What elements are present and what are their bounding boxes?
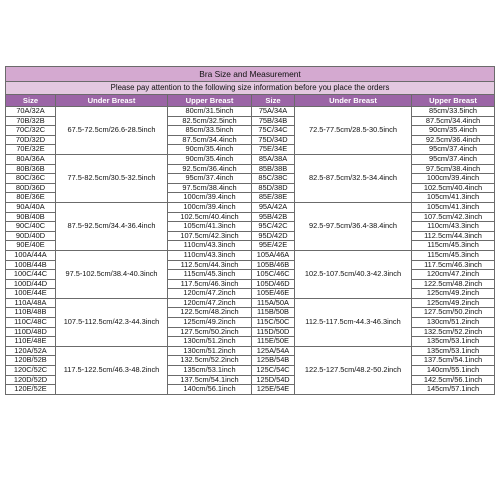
upper-breast-right: 137.5cm/54.1inch bbox=[412, 356, 495, 366]
table-row bbox=[6, 346, 495, 356]
size-right: 95C/42C bbox=[252, 222, 295, 232]
size-right: 115E/50E bbox=[252, 337, 295, 347]
size-right: 125B/54B bbox=[252, 356, 295, 366]
upper-breast-right: 120cm/47.2inch bbox=[412, 270, 495, 280]
upper-breast-left: 107.5cm/42.3inch bbox=[168, 231, 252, 241]
table-row bbox=[6, 250, 495, 260]
size-left: 70C/32C bbox=[6, 126, 56, 136]
under-breast-right: 92.5-97.5cm/36.4-38.4inch bbox=[295, 202, 412, 250]
upper-breast-left: 100cm/39.4inch bbox=[168, 193, 252, 203]
size-right: 105A/46A bbox=[252, 250, 295, 260]
under-breast-left: 87.5-92.5cm/34.4-36.4inch bbox=[56, 202, 168, 250]
upper-breast-left: 80cm/31.5inch bbox=[168, 107, 252, 117]
size-left: 110D/48D bbox=[6, 327, 56, 337]
upper-breast-right: 130cm/51.2inch bbox=[412, 318, 495, 328]
upper-breast-left: 127.5cm/50.2inch bbox=[168, 327, 252, 337]
upper-breast-left: 105cm/41.3inch bbox=[168, 222, 252, 232]
upper-breast-left: 100cm/39.4inch bbox=[168, 202, 252, 212]
size-left: 80C/36C bbox=[6, 174, 56, 184]
size-right: 115D/50D bbox=[252, 327, 295, 337]
upper-breast-left: 135cm/53.1inch bbox=[168, 366, 252, 376]
size-right: 125E/54E bbox=[252, 385, 295, 395]
upper-breast-left: 97.5cm/38.4inch bbox=[168, 183, 252, 193]
upper-breast-right: 97.5cm/38.4inch bbox=[412, 164, 495, 174]
upper-breast-right: 107.5cm/42.3inch bbox=[412, 212, 495, 222]
header-under-breast-left: Under Breast bbox=[56, 95, 168, 107]
upper-breast-left: 130cm/51.2inch bbox=[168, 337, 252, 347]
bra-size-table bbox=[5, 66, 495, 395]
size-right: 95D/42D bbox=[252, 231, 295, 241]
upper-breast-right: 142.5cm/56.1inch bbox=[412, 375, 495, 385]
upper-breast-left: 137.5cm/54.1inch bbox=[168, 375, 252, 385]
upper-breast-right: 140cm/55.1inch bbox=[412, 366, 495, 376]
upper-breast-left: 110cm/43.3inch bbox=[168, 250, 252, 260]
size-left: 80E/36E bbox=[6, 193, 56, 203]
upper-breast-right: 87.5cm/34.4inch bbox=[412, 116, 495, 126]
size-left: 90D/40D bbox=[6, 231, 56, 241]
size-left: 80B/36B bbox=[6, 164, 56, 174]
upper-breast-left: 90cm/35.4inch bbox=[168, 145, 252, 155]
size-right: 125C/54C bbox=[252, 366, 295, 376]
size-right: 95E/42E bbox=[252, 241, 295, 251]
size-right: 105C/46C bbox=[252, 270, 295, 280]
upper-breast-left: 125cm/49.2inch bbox=[168, 318, 252, 328]
upper-breast-right: 115cm/45.3inch bbox=[412, 241, 495, 251]
upper-breast-left: 110cm/43.3inch bbox=[168, 241, 252, 251]
upper-breast-left: 115cm/45.3inch bbox=[168, 270, 252, 280]
upper-breast-right: 95cm/37.4inch bbox=[412, 145, 495, 155]
size-left: 100D/44D bbox=[6, 279, 56, 289]
header-upper-breast-left: Upper Breast bbox=[168, 95, 252, 107]
table-title: Bra Size and Measurement bbox=[6, 67, 495, 82]
upper-breast-right: 110cm/43.3inch bbox=[412, 222, 495, 232]
size-right: 75A/34A bbox=[252, 107, 295, 117]
header-size-left: Size bbox=[6, 95, 56, 107]
upper-breast-right: 95cm/37.4inch bbox=[412, 154, 495, 164]
upper-breast-right: 135cm/53.1inch bbox=[412, 337, 495, 347]
size-left: 120D/52D bbox=[6, 375, 56, 385]
size-left: 80D/36D bbox=[6, 183, 56, 193]
header-under-breast-right: Under Breast bbox=[295, 95, 412, 107]
upper-breast-left: 132.5cm/52.2inch bbox=[168, 356, 252, 366]
under-breast-left: 77.5-82.5cm/30.5-32.5inch bbox=[56, 154, 168, 202]
table-row bbox=[6, 298, 495, 308]
upper-breast-right: 125cm/49.2inch bbox=[412, 298, 495, 308]
upper-breast-right: 115cm/45.3inch bbox=[412, 250, 495, 260]
size-left: 70B/32B bbox=[6, 116, 56, 126]
size-right: 75B/34B bbox=[252, 116, 295, 126]
size-right: 75E/34E bbox=[252, 145, 295, 155]
under-breast-right: 72.5-77.5cm/28.5-30.5inch bbox=[295, 107, 412, 155]
table-row bbox=[6, 107, 495, 117]
upper-breast-left: 120cm/47.2inch bbox=[168, 289, 252, 299]
upper-breast-left: 85cm/33.5inch bbox=[168, 126, 252, 136]
under-breast-left: 67.5-72.5cm/26.6-28.5inch bbox=[56, 107, 168, 155]
size-right: 85D/38D bbox=[252, 183, 295, 193]
upper-breast-right: 125cm/49.2inch bbox=[412, 289, 495, 299]
size-left: 90E/40E bbox=[6, 241, 56, 251]
size-left: 120A/52A bbox=[6, 346, 56, 356]
header-size-right: Size bbox=[252, 95, 295, 107]
upper-breast-left: 120cm/47.2inch bbox=[168, 298, 252, 308]
size-left: 90C/40C bbox=[6, 222, 56, 232]
size-left: 120E/52E bbox=[6, 385, 56, 395]
size-left: 90B/40B bbox=[6, 212, 56, 222]
size-right: 85B/38B bbox=[252, 164, 295, 174]
size-left: 120C/52C bbox=[6, 366, 56, 376]
upper-breast-right: 112.5cm/44.3inch bbox=[412, 231, 495, 241]
upper-breast-left: 90cm/35.4inch bbox=[168, 154, 252, 164]
size-left: 100E/44E bbox=[6, 289, 56, 299]
size-left: 120B/52B bbox=[6, 356, 56, 366]
upper-breast-left: 92.5cm/36.4inch bbox=[168, 164, 252, 174]
upper-breast-right: 105cm/41.3inch bbox=[412, 202, 495, 212]
upper-breast-left: 87.5cm/34.4inch bbox=[168, 135, 252, 145]
size-left: 100C/44C bbox=[6, 270, 56, 280]
size-right: 115A/50A bbox=[252, 298, 295, 308]
upper-breast-right: 122.5cm/48.2inch bbox=[412, 279, 495, 289]
upper-breast-right: 90cm/35.4inch bbox=[412, 126, 495, 136]
upper-breast-left: 112.5cm/44.3inch bbox=[168, 260, 252, 270]
upper-breast-right: 100cm/39.4inch bbox=[412, 174, 495, 184]
under-breast-left: 97.5-102.5cm/38.4-40.3inch bbox=[56, 250, 168, 298]
size-right: 105D/46D bbox=[252, 279, 295, 289]
table-row bbox=[6, 202, 495, 212]
size-right: 115C/50C bbox=[252, 318, 295, 328]
upper-breast-left: 117.5cm/46.3inch bbox=[168, 279, 252, 289]
size-right: 125D/54D bbox=[252, 375, 295, 385]
size-left: 110A/48A bbox=[6, 298, 56, 308]
size-left: 70A/32A bbox=[6, 107, 56, 117]
upper-breast-right: 102.5cm/40.4inch bbox=[412, 183, 495, 193]
upper-breast-left: 102.5cm/40.4inch bbox=[168, 212, 252, 222]
table-body bbox=[6, 107, 495, 395]
size-right: 95B/42B bbox=[252, 212, 295, 222]
size-left: 70E/32E bbox=[6, 145, 56, 155]
upper-breast-left: 140cm/56.1inch bbox=[168, 385, 252, 395]
table-row bbox=[6, 154, 495, 164]
under-breast-left: 117.5-122.5cm/46.3-48.2inch bbox=[56, 346, 168, 394]
size-left: 100A/44A bbox=[6, 250, 56, 260]
under-breast-right: 112.5-117.5cm-44.3-46.3inch bbox=[295, 298, 412, 346]
size-left: 110C/48C bbox=[6, 318, 56, 328]
upper-breast-right: 92.5cm/36.4inch bbox=[412, 135, 495, 145]
size-left: 80A/36A bbox=[6, 154, 56, 164]
size-left: 70D/32D bbox=[6, 135, 56, 145]
size-right: 105E/46E bbox=[252, 289, 295, 299]
upper-breast-right: 127.5cm/50.2inch bbox=[412, 308, 495, 318]
upper-breast-left: 122.5cm/48.2inch bbox=[168, 308, 252, 318]
size-right: 85A/38A bbox=[252, 154, 295, 164]
upper-breast-right: 132.5cm/52.2inch bbox=[412, 327, 495, 337]
under-breast-right: 102.5-107.5cm/40.3-42.3inch bbox=[295, 250, 412, 298]
size-right: 85E/38E bbox=[252, 193, 295, 203]
header-upper-breast-right: Upper Breast bbox=[412, 95, 495, 107]
under-breast-right: 82.5-87.5cm/32.5-34.4inch bbox=[295, 154, 412, 202]
size-right: 75D/34D bbox=[252, 135, 295, 145]
title-row bbox=[6, 67, 495, 82]
upper-breast-left: 95cm/37.4inch bbox=[168, 174, 252, 184]
size-right: 75C/34C bbox=[252, 126, 295, 136]
size-left: 110E/48E bbox=[6, 337, 56, 347]
upper-breast-right: 105cm/41.3inch bbox=[412, 193, 495, 203]
size-right: 95A/42A bbox=[252, 202, 295, 212]
under-breast-right: 122.5-127.5cm/48.2-50.2inch bbox=[295, 346, 412, 394]
upper-breast-left: 82.5cm/32.5inch bbox=[168, 116, 252, 126]
size-left: 90A/40A bbox=[6, 202, 56, 212]
upper-breast-left: 130cm/51.2inch bbox=[168, 346, 252, 356]
size-left: 100B/44B bbox=[6, 260, 56, 270]
size-right: 85C/38C bbox=[252, 174, 295, 184]
size-right: 115B/50B bbox=[252, 308, 295, 318]
column-header-row bbox=[6, 95, 495, 107]
under-breast-left: 107.5-112.5cm/42.3-44.3inch bbox=[56, 298, 168, 346]
upper-breast-right: 145cm/57.1inch bbox=[412, 385, 495, 395]
size-right: 105B/46B bbox=[252, 260, 295, 270]
upper-breast-right: 85cm/33.5inch bbox=[412, 107, 495, 117]
size-right: 125A/54A bbox=[252, 346, 295, 356]
order-notice: Please pay attention to the following size information before you place the orders bbox=[6, 82, 495, 95]
notice-row bbox=[6, 82, 495, 95]
size-left: 110B/48B bbox=[6, 308, 56, 318]
upper-breast-right: 135cm/53.1inch bbox=[412, 346, 495, 356]
upper-breast-right: 117.5cm/46.3inch bbox=[412, 260, 495, 270]
